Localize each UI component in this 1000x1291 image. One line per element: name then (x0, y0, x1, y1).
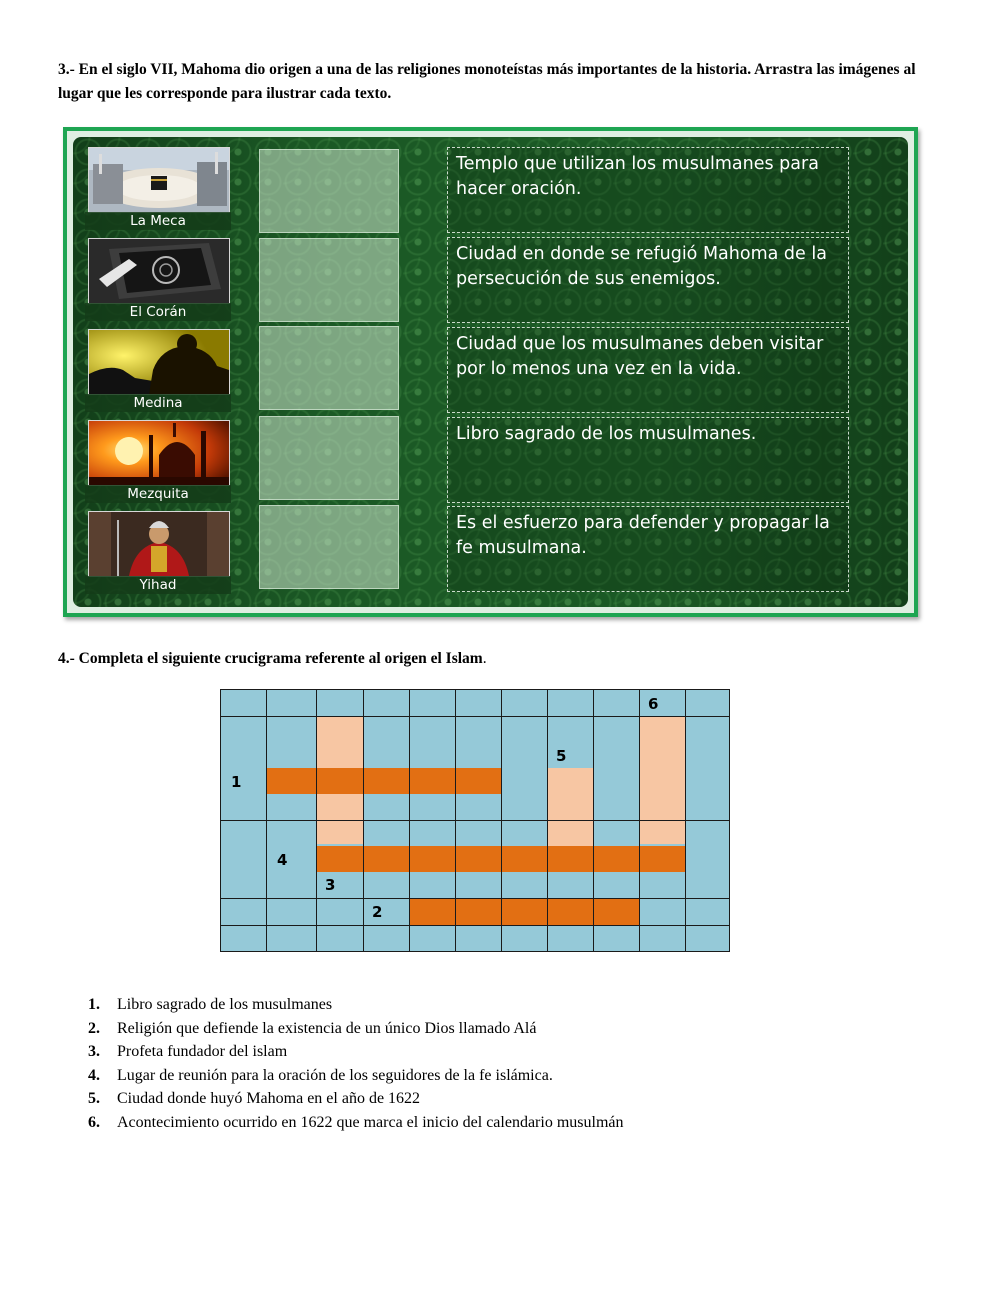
card-caption: Medina (85, 394, 231, 412)
clue-item: 3. Profeta fundador del islam (88, 1043, 288, 1060)
clue-number-1: 1 (231, 773, 242, 791)
quran-book-photo (88, 238, 230, 304)
description-2: Ciudad en donde se refugió Mahoma de la persecución de sus enemigos. (447, 237, 849, 323)
crossword-word-2-cells[interactable] (409, 899, 639, 925)
question-3-instructions: 3.- En el siglo VII, Mahoma dio origen a una de las religiones monoteístas más importantes de la historia. Arrastra las imágenes al lugar que les corresponde para ilustrar cada texto. (58, 61, 916, 102)
clue-item: 1. Libro sagrado de los musulmanes (88, 996, 333, 1013)
clue-number-4: 4 (277, 851, 288, 869)
clue-number-6: 6 (648, 695, 659, 713)
clue-item: 2. Religión que defiende la existencia de un único Dios llamado Alá (88, 1019, 537, 1037)
description-4: Libro sagrado de los musulmanes. (447, 417, 849, 503)
drop-zone-3[interactable] (259, 326, 399, 410)
question-4-instructions: 4.- Completa el siguiente crucigrama referente al origen el Islam. (58, 650, 487, 667)
description-1: Templo que utilizan los musulmanes para hacer oración. (447, 147, 849, 233)
description-3: Ciudad que los musulmanes deben visitar por lo menos una vez en la vida. (447, 327, 849, 413)
clue-number-3: 3 (325, 876, 336, 894)
grid-line (221, 820, 729, 821)
description-5: Es el esfuerzo para defender y propagar la fe musulmana. (447, 506, 849, 592)
clue-number-2: 2 (372, 903, 383, 921)
clue-item: 5. Ciudad donde huyó Mahoma en el año de 1622 (88, 1090, 421, 1107)
clue-item: 6. Acontecimiento ocurrido en 1622 que marca el inicio del calendario musulmán (88, 1113, 624, 1131)
card-mezquita[interactable] (85, 418, 231, 504)
activity-board (73, 137, 908, 607)
crossword-grid (220, 689, 730, 952)
crossword-word-1-cells[interactable] (267, 768, 501, 794)
card-caption: El Corán (85, 303, 231, 321)
crossword-word-6-cells[interactable] (639, 716, 685, 844)
drop-zone-2[interactable] (259, 238, 399, 322)
card-yihad[interactable] (85, 509, 231, 595)
warrior-photo (88, 511, 230, 577)
drop-zone-5[interactable] (259, 505, 399, 589)
drag-drop-activity (63, 127, 918, 617)
crossword-clues (88, 993, 624, 1134)
clue-number-5: 5 (556, 747, 567, 765)
drop-zone-1[interactable] (259, 149, 399, 233)
drop-zone-4[interactable] (259, 416, 399, 500)
card-caption: Mezquita (85, 485, 231, 503)
card-la-meca[interactable] (85, 145, 231, 231)
praying-silhouette-photo (88, 329, 230, 395)
mosque-sunset-photo (88, 420, 230, 486)
card-caption: Yihad (85, 576, 231, 594)
kaaba-photo (88, 147, 230, 213)
card-medina[interactable] (85, 327, 231, 413)
card-el-coran[interactable] (85, 236, 231, 322)
card-caption: La Meca (85, 212, 231, 230)
grid-line (221, 716, 729, 717)
grid-line (221, 898, 729, 899)
grid-line (221, 925, 729, 926)
clue-item: 4. Lugar de reunión para la oración de los seguidores de la fe islámica. (88, 1066, 553, 1084)
